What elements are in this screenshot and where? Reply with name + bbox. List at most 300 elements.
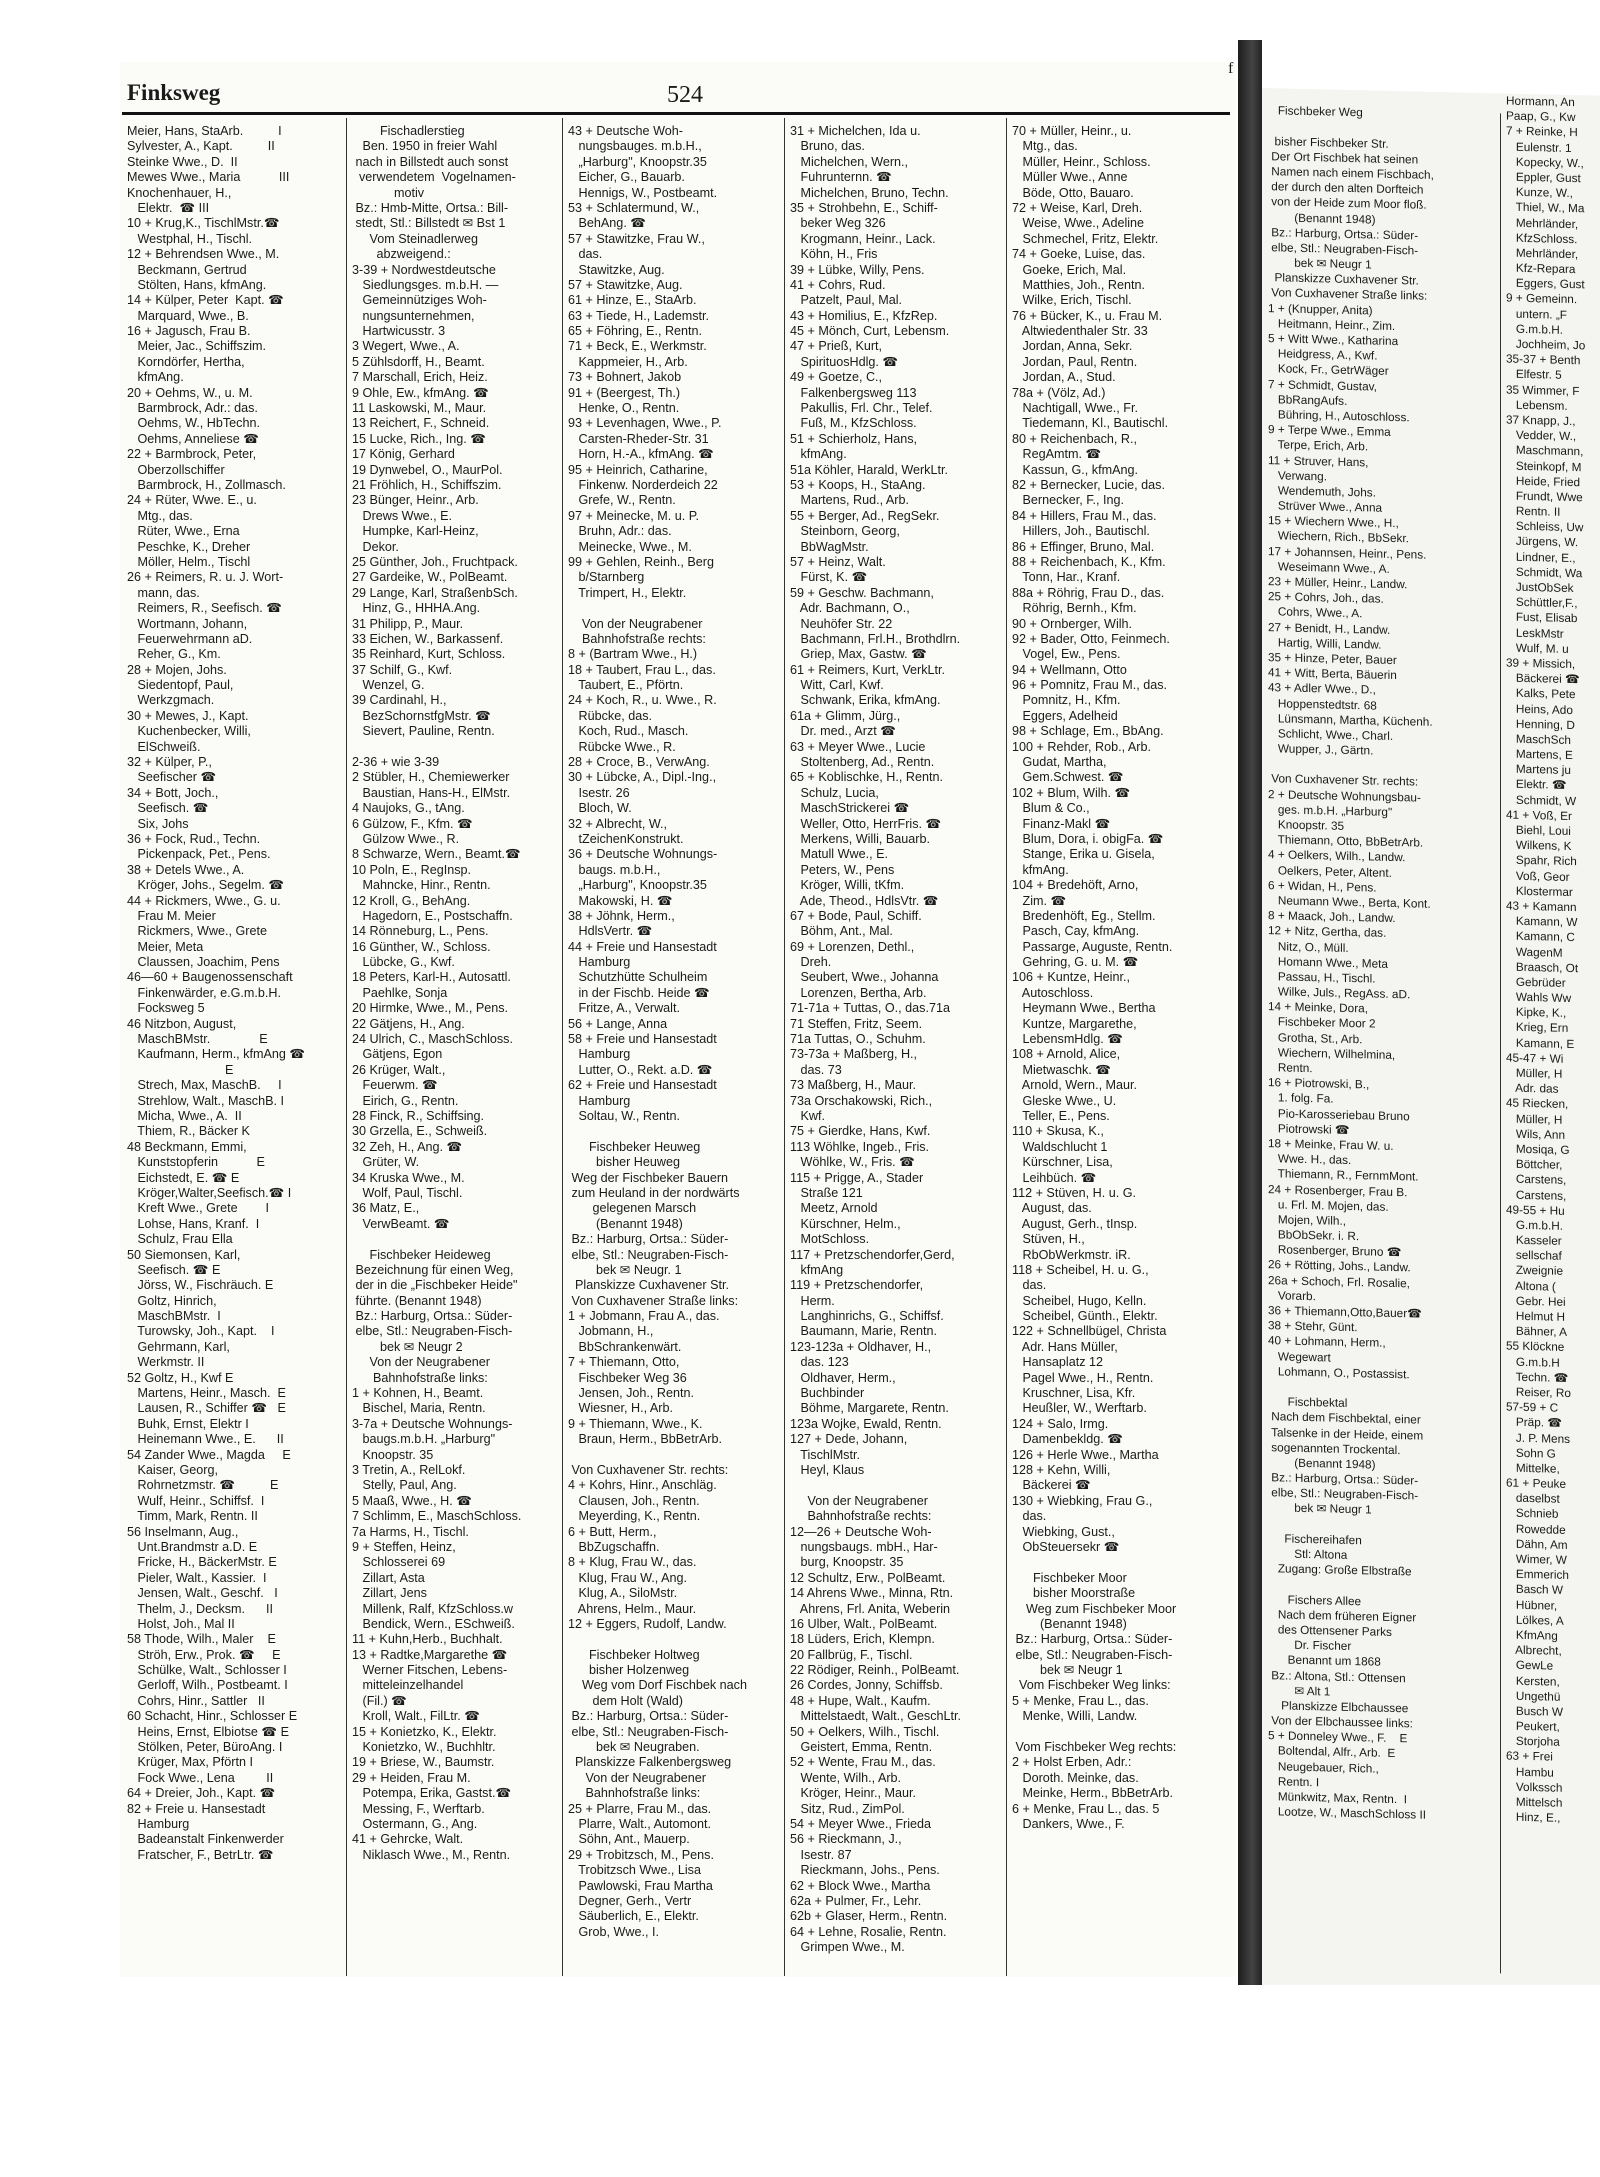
directory-line: Rohrnetzmstr. ☎ E [127,1478,279,1493]
directory-line: 122 + Schnellbügel, Christa [1012,1324,1167,1339]
directory-line: Hamburg [568,1093,631,1108]
directory-line: 73 + Bohnert, Jakob [568,370,682,385]
directory-line: Altwiedenthaler Str. 33 [1012,324,1148,339]
directory-line: Von der Neugrabener [352,1355,490,1370]
column-rule [1006,118,1007,1976]
right-page-line: 35 Wimmer, F [1506,382,1580,398]
right-page-line: Nach dem früheren Eigner [1268,1606,1417,1625]
right-page-line: Bz.: Harburg, Ortsa.: Süder- [1268,1470,1419,1488]
right-page-line: Mosiqa, G [1506,1141,1570,1157]
directory-line: kfmAng. [127,370,184,385]
directory-line: 29 Lange, Karl, StraßenbSch. [352,585,518,600]
right-page-line: 41 + Witt, Berta, Bäuerin [1268,665,1397,683]
directory-line: Dreh. [790,955,832,970]
right-page-line: 41 + Voß, Er [1506,807,1572,823]
directory-line: MaschStrickerei ☎ [790,801,910,816]
directory-line: 24 Ulrich, C., MaschSchloss. [352,1032,513,1047]
directory-line: 78a + (Völz, Ad.) [1012,385,1106,400]
directory-line: 73a Orschakowski, Rich., [790,1093,933,1108]
directory-line: Geistert, Emma, Rentn. [790,1740,933,1755]
directory-line: Drews Wwe., E. [352,508,453,523]
directory-line: 13 + Radtke,Margarethe ☎ [352,1647,508,1662]
directory-line: 16 + Jagusch, Frau B. [127,324,251,339]
directory-line: Bloch, W. [568,801,632,816]
directory-line: Steinborn, Georg, [790,524,900,539]
directory-line: 75 + Gierdke, Hans, Kwf. [790,1124,931,1139]
right-page-line: Fischbektal [1268,1394,1348,1411]
directory-line: 7 Schlimm, E., MaschSchloss. [352,1509,522,1524]
right-page-line: Storjoha [1506,1733,1560,1750]
directory-line: bek ✉ Neugr. 1 [568,1262,682,1277]
directory-line: 53 + Koops, H., StaAng. [790,477,926,492]
directory-line: Wulf, Heinr., Schiffsf. I [127,1493,265,1508]
book-gutter [1238,40,1262,1985]
directory-line: Seefisch. ☎ [127,801,209,816]
directory-line: 12 + Eggers, Rudolf, Landw. [568,1616,727,1631]
directory-line: Böde, Otto, Bauaro. [1012,185,1134,200]
directory-line: Henke, O., Rentn. [568,401,680,416]
directory-line: Bahnhofstraße rechts: [568,631,706,646]
directory-line: Fischbeker Weg 36 [568,1370,687,1385]
right-page-line: Lünsmann, Martha, Küchenh. [1268,710,1433,729]
directory-line: Werner Fitschen, Lebens- [352,1663,508,1678]
directory-line [568,1632,783,1647]
directory-line: 36 Matz, E., [352,1201,420,1216]
right-page-line: Carstens, [1506,1171,1567,1188]
right-page-line: Neugebauer, Rich., [1268,1758,1379,1776]
directory-line: Bischel, Maria, Rentn. [352,1401,486,1416]
directory-line: Kassun, G., kfmAng. [1012,462,1138,477]
directory-line: 14 + Külper, Peter Kapt. ☎ [127,293,284,308]
directory-line: Schutzhütte Schulheim [568,970,708,985]
directory-line: Goltz, Hinrich, [127,1293,217,1308]
directory-line: Oehms, W., HbTechn. [127,416,260,431]
right-page-line: Knoopstr. 35 [1268,817,1345,833]
directory-line: Fratscher, F., BetrLtr. ☎ [127,1847,274,1862]
directory-line: 16 Ulber, Walt., PolBeamt. [790,1616,938,1631]
right-page-line: Lölkes, A [1506,1612,1564,1628]
directory-line: Stölten, Hans, kfmAng. [127,277,267,292]
directory-line: Heyl, Klaus [790,1462,865,1477]
directory-line: Heins, Ernst, Elbiotse ☎ E [127,1724,289,1739]
directory-line: 55 + Berger, Ad., RegSekr. [790,508,940,523]
directory-line: Zillart, Jens [352,1586,427,1601]
directory-line: Siedlungsges. m.b.H. — [352,277,499,292]
directory-line: Oehms, Anneliese ☎ [127,431,259,446]
right-page-line: Techn. ☎ [1506,1369,1569,1385]
right-page-line: Steinkopf, M [1506,458,1582,474]
right-page-column-a [1268,88,1496,1825]
right-page-line: Planskizze Elbchaussee [1268,1698,1409,1716]
directory-line: Weise, Wwe., Adeline [1012,216,1145,231]
right-page-line: Heins, Ado [1506,701,1573,717]
right-page-line: 4 + Oelkers, Wilh., Landw. [1268,847,1406,865]
directory-line: Kuchenbecker, Willi, [127,724,251,739]
directory-line: BezSchornstfgMstr. ☎ [352,708,491,723]
directory-line: Niklasch Wwe., M., Rentn. [352,1847,511,1862]
right-page-line: KfmAng [1506,1627,1558,1643]
directory-line: 4 + Kohrs, Hinr., Anschläg. [568,1478,717,1493]
right-page-line: Bühring, H., Autoschloss. [1268,407,1410,425]
right-page-line: 18 + Meinke, Frau W. u. [1268,1136,1394,1153]
directory-line: 65 + Föhring, E., Rentn. [568,324,703,339]
directory-line: Kreft Wwe., Grete I [127,1201,270,1216]
directory-line: 52 Goltz, H., Kwf E [127,1370,234,1385]
right-page-line: Von Cuxhavener Str. rechts: [1268,771,1419,789]
directory-line: 91 + (Beergest, Th.) [568,385,681,400]
directory-line: Vom Fischbeker Weg links: [1012,1678,1171,1693]
directory-line: Martens, Heinr., Masch. E [127,1386,286,1401]
directory-line: Gem.Schwest. ☎ [1012,770,1124,785]
right-page-line: Wiechern, Wilhelmina, [1268,1044,1396,1062]
directory-line: Tiedemann, Kl., Bautischl. [1012,416,1169,431]
directory-line: Potempa, Erika, Gastst.☎ [352,1786,512,1801]
directory-line: 61 + Reimers, Kurt, VerkLtr. [790,662,946,677]
right-page-line: Kipke, K., [1506,1004,1567,1021]
directory-line: 22 Gätjens, H., Ang. [352,1016,465,1031]
directory-line: 6 + Menke, Frau L., das. 5 [1012,1801,1160,1816]
directory-line: Pawlowski, Frau Martha [568,1878,713,1893]
directory-line: Von Cuxhavener Str. rechts: [568,1462,729,1477]
directory-line: MotSchloss. [790,1232,870,1247]
right-page-line: Voß, Geor [1506,868,1570,884]
right-page-line: Dähn, Am [1506,1536,1568,1552]
right-page-line: Basch W [1506,1581,1564,1598]
right-page-line: G.m.b.H. [1506,1217,1564,1233]
directory-line: 39 + Lübke, Willy, Pens. [790,262,925,277]
directory-line: 38 + Detels Wwe., A. [127,862,245,877]
directory-line: zum Heuland in der nordwärts [568,1185,740,1200]
directory-line: 38 + Jöhnk, Herm., [568,908,675,923]
directory-line: 2-36 + wie 3-39 [352,755,440,770]
directory-line: das. [1012,1509,1047,1524]
right-page-line: Rentn. II [1506,503,1561,519]
directory-line: Focksweg 5 [127,1001,205,1016]
right-page-line: 11 + Struver, Hans, [1268,452,1369,469]
directory-line: Blum, Dora, i. obigFa. ☎ [1012,831,1164,846]
directory-line: Meyerding, K., Rentn. [568,1509,701,1524]
right-page-line: Bz.: Harburg, Ortsa.: Süder- [1268,224,1419,243]
directory-line: MaschBMstr. I [127,1309,221,1324]
directory-line: 28 + Croce, B., VerwAng. [568,755,710,770]
directory-line: 30 + Lübcke, A., Dipl.-Ing., [568,770,717,785]
right-page-line: Fischbeker Moor 2 [1268,1014,1376,1032]
directory-line: 2 Stübler, H., Chemiewerker [352,770,510,785]
directory-line: Scheibel, Hugo, Kelln. [1012,1293,1147,1308]
directory-line: Mtg., das. [127,508,193,523]
right-page-line: 15 + Wiechern Wwe., H., [1268,513,1399,531]
directory-line: Klug, Frau W., Ang. [568,1570,687,1585]
directory-line: 126 + Herle Wwe., Martha [1012,1447,1159,1462]
directory-line: Fischadlerstieg [352,124,465,138]
directory-line: Kröger,Walter,Seefisch.☎ I [127,1185,292,1200]
right-page-line: Lindner, E., [1506,549,1576,565]
directory-line: 108 + Arnold, Alice, [1012,1047,1121,1062]
directory-line: Jordan, Anna, Sekr. [1012,339,1133,354]
directory-line: 15 + Konietzko, K., Elektr. [352,1724,497,1739]
right-page-line: 17 + Johannsen, Heinr., Pens. [1268,543,1427,562]
directory-column-2 [352,124,562,1863]
directory-line: Baustian, Hans-H., ElMstr. [352,785,511,800]
directory-line: Finkenwärder, e.G.m.b.H. [127,985,281,1000]
right-page-line: 49-55 + Hu [1506,1202,1565,1218]
right-page-line: Wendemuth, Johs. [1268,483,1376,500]
right-page-line: 36 + Thiemann,Otto,Bauer☎ [1268,1303,1422,1321]
directory-line: E [127,1062,234,1077]
directory-line: Krogmann, Heinr., Lack. [790,231,936,246]
directory-line: 20 Hirmke, Wwe., M., Pens. [352,1001,509,1016]
right-page-line: Elektr. ☎ [1506,776,1567,793]
directory-line: Tonn, Har., Kranf. [1012,570,1121,585]
right-page-line: Nach dem Fischbektal, einer [1268,1409,1421,1427]
directory-line: HdlsVertr. ☎ [568,924,653,939]
directory-line: 30 + Mewes, J., Kapt. [127,708,249,723]
directory-line: Dr. med., Arzt ☎ [790,724,896,739]
directory-line: 69 + Lorenzen, Dethl., [790,939,915,954]
directory-line: Kwf. [790,1109,825,1123]
directory-line: 51 + Schierholz, Hans, [790,431,918,446]
directory-line: 33 Eichen, W., Barkassenf. [352,631,504,646]
directory-line: Fischbeker Holtweg [568,1647,700,1662]
directory-line: 56 + Lange, Anna [568,1016,668,1031]
right-page-line: Hambu [1506,1764,1554,1780]
directory-line: 29 + Heiden, Frau M. [352,1770,471,1785]
directory-line: Weg zum Fischbeker Moor [1012,1601,1177,1616]
right-page-line: Bähner, A [1506,1323,1567,1340]
right-page-line: GewLe [1506,1657,1554,1673]
directory-line: Wilke, Erich, Tischl. [1012,293,1132,308]
directory-line [568,601,783,616]
directory-line: 62 + Block Wwe., Martha [790,1878,931,1893]
directory-line: Wiebking, Gust., [1012,1524,1115,1539]
directory-line: Jörss, W., Fischräuch. E [127,1278,274,1293]
right-page-line: Hoppenstedtstr. 68 [1268,695,1377,713]
right-page-line: Rowedde [1506,1521,1566,1537]
directory-line: elbe, Stl.: Neugraben-Fisch- [568,1724,729,1739]
directory-line: 112 + Stüven, H. u. G. [1012,1185,1137,1200]
directory-line: Patzelt, Paul, Mal. [790,293,902,308]
directory-line: Sitz, Rud., ZimPol. [790,1801,905,1816]
right-page-line: bek ✉ Neugr 1 [1268,1500,1372,1517]
right-page-line: bek ✉ Neugr 1 [1268,255,1372,272]
directory-line: August, das. [1012,1201,1092,1216]
directory-line: Pasch, Cay, kfmAng. [1012,924,1140,939]
right-page-line: Albrecht, [1506,1642,1562,1658]
directory-line: 62a + Pulmer, Fr., Lehr. [790,1893,922,1908]
directory-line: Thiem, R., Bäcker K [127,1124,250,1139]
right-page-line: 57-59 + C [1506,1399,1559,1415]
directory-line: dem Holt (Wald) [568,1693,683,1708]
directory-line: 80 + Reichenbach, R., [1012,431,1137,446]
right-page-line: Wilke, Juls., RegAss. aD. [1268,984,1411,1002]
directory-column-5 [1012,124,1232,1832]
directory-line: LebensmHdlg. ☎ [1012,1032,1123,1047]
directory-line: Eichstedt, E. ☎ E [127,1170,240,1185]
directory-line: 24 + Koch, R., u. Wwe., R. [568,693,717,708]
right-page-line: Hormann, An [1506,93,1575,110]
directory-line: BbWagMstr. [790,539,869,554]
directory-line: Blum & Co., [1012,801,1090,816]
directory-line: Bz.: Harburg, Ortsa.: Süder- [568,1232,729,1247]
right-page-line: Biehl, Loui [1506,822,1571,839]
directory-line: Elektr. ☎ III [127,200,210,215]
directory-line: Werkmstr. II [127,1355,205,1370]
right-page-line: 9 + Gemeinn. [1506,290,1578,307]
directory-line: 8 + Klug, Frau W., das. [568,1555,697,1570]
right-page-line: 5 + Witt Wwe., Katharina [1268,331,1399,349]
directory-line: Vogel, Ew., Pens. [1012,647,1121,662]
directory-line: Lübcke, G., Kwf. [352,955,455,970]
directory-line: 32 + Külper, P., [127,755,212,770]
directory-line: 18 + Taubert, Frau L., das. [568,662,716,677]
directory-line: 5 Zühlsdorff, H., Beamt. [352,354,485,369]
directory-line: 9 Ohle, Ew., kfmAng. ☎ [352,385,489,400]
directory-line: 93 + Levenhagen, Wwe., P. [568,416,722,431]
right-page-line: 2 + Deutsche Wohnungsbau- [1268,786,1421,805]
directory-line: Soltau, W., Rentn. [568,1109,680,1123]
directory-line: Gätjens, Egon [352,1047,443,1062]
right-page-line: Spahr, Rich [1506,852,1577,869]
directory-line: Griep, Max, Gastw. ☎ [790,647,927,662]
directory-line: Böhm, Ant., Mal. [790,924,893,939]
directory-line: Kunststopferin E [127,1155,265,1170]
right-page-line: sellschaf [1506,1247,1562,1264]
directory-line: 96 + Pomnitz, Frau M., das. [1012,678,1168,693]
directory-line: 1 + Kohnen, H., Beamt. [352,1386,484,1401]
directory-line: 70 + Müller, Heinr., u. [1012,124,1132,138]
right-page-line: G.m.b.H. [1506,321,1564,337]
right-page-line: Wiechern, Rich., BbSekr. [1268,528,1409,546]
right-page-line: 1. folg. Fa. [1268,1090,1334,1106]
directory-line: Rieckmann, Johs., Pens. [790,1863,940,1878]
directory-line: Weg vom Dorf Fischbek nach [568,1678,747,1693]
directory-line: 92 + Bader, Otto, Feinmech. [1012,631,1170,646]
right-page-line: Eggers, Gust [1506,275,1585,292]
right-page-line: Kasseler [1506,1232,1562,1248]
directory-line: 14 Ahrens Wwe., Minna, Rtn. [790,1586,954,1601]
directory-line: 10 + Krug,K., TischlMstr.☎ [127,216,280,231]
directory-line: 73-73a + Maßberg, H., [790,1047,918,1062]
directory-line: 117 + Pretzschendorfer,Gerd, [790,1247,955,1262]
directory-line: Stoltenberg, Ad., Rentn. [790,755,935,770]
directory-line: Müller, Heinr., Schloss. [1012,154,1151,169]
directory-line: Hamburg [127,1816,190,1831]
directory-line: baugs.m.b.H. „Harburg" [352,1432,496,1447]
directory-line: 5 + Menke, Frau L., das. [1012,1693,1149,1708]
directory-line: Stölken, Peter, BüroAng. I [127,1740,283,1755]
directory-line: 46—60 + Baugenossenschaft [127,970,293,985]
right-page-line: Hartig, Willi, Landw. [1268,634,1382,652]
directory-line: 12—26 + Deutsche Woh- [790,1524,932,1539]
directory-line: Schulz, Frau Ella [127,1232,233,1247]
directory-line: Jensen, Joh., Rentn. [568,1386,695,1401]
directory-line: 99 + Gehlen, Reinh., Berg [568,554,714,569]
directory-line: Rüter, Wwe., Erna [127,524,240,539]
directory-line: Pomnitz, H., Kfm. [1012,693,1121,708]
directory-line: (Benannt 1948) [1012,1616,1127,1631]
directory-line: Konietzko, W., Buchhltr. [352,1740,496,1755]
column-rule [346,118,347,1976]
directory-line: Steinke Wwe., D. II [127,154,238,169]
directory-line: Frau M. Meier [127,908,216,923]
directory-line: Kappmeier, H., Arb. [568,354,688,369]
directory-line: Mewes Wwe., Maria III [127,170,290,185]
right-page-line: 26 + Rötting, Johs., Landw. [1268,1257,1411,1275]
directory-line: 27 Gardeike, W., PolBeamt. [352,570,508,585]
right-page-line: 12 + Nitz, Gertha, das. [1268,923,1387,941]
directory-line: Hansaplatz 12 [1012,1355,1104,1370]
directory-line: 95 + Heinrich, Catharine, [568,462,708,477]
directory-line: Vom Fischbeker Weg rechts: [1012,1740,1177,1755]
directory-column-3 [568,124,783,1940]
directory-line: 115 + Prigge, A., Stader [790,1170,924,1185]
directory-line: 94 + Wellmann, Otto [1012,662,1127,677]
directory-line: Menke, Willi, Landw. [1012,1709,1138,1724]
right-page-line: 24 + Rosenberger, Frau B. [1268,1181,1408,1199]
directory-line: nungsbaugs. mbH., Har- [790,1539,938,1554]
scan-border [0,1985,1600,2177]
directory-line: Müller Wwe., Anne [1012,170,1128,185]
right-page-line: Mojen, Wilh., [1268,1212,1347,1228]
directory-line: 10 Poln, E., RegInsp. [352,862,472,877]
right-page-line: Fischers Allee [1268,1591,1362,1608]
directory-line [568,1124,783,1139]
right-page-line: Böttcher, [1506,1156,1563,1172]
directory-line: 43 + Homilius, E., KfzRep. [790,308,938,323]
directory-line: 56 + Rieckmann, J., [790,1832,902,1847]
right-page-line: Fischereihafen [1268,1530,1362,1548]
directory-line: Ahrens, Frl. Anita, Weberin [790,1601,951,1616]
directory-line: Bachmann, Frl.H., Brothdlrn. [790,631,961,646]
directory-line: 4 Naujoks, G., tAng. [352,801,465,816]
directory-line: 60 Schacht, Hinr., Schlosser E [127,1709,298,1724]
directory-line: 6 + Butt, Herm., [568,1524,657,1539]
right-page-line: elbe, Stl.: Neugraben-Fisch- [1268,240,1419,258]
right-page-line: Kalks, Pete [1506,685,1576,702]
directory-line: 50 + Oelkers, Wilh., Tischl. [790,1724,940,1739]
right-page-line: Piotrowski ☎ [1268,1120,1350,1137]
directory-line: Wiesner, H., Arb. [568,1401,673,1416]
directory-line: Grimpen Wwe., M. [790,1940,905,1955]
directory-line: führte. (Benannt 1948) [352,1293,482,1308]
directory-line: Gleske Wwe., U. [1012,1093,1117,1108]
directory-line: Von Cuxhavener Straße links: [568,1293,739,1308]
directory-line: Finanz-Makl ☎ [1012,816,1111,831]
directory-line: 31 Philipp, P., Maur. [352,616,464,631]
directory-line: 9 + Steffen, Heinz, [352,1539,456,1554]
directory-line: Carsten-Rheder-Str. 31 [568,431,709,446]
right-page-line: Schmidt, Wa [1506,564,1583,581]
directory-line: Schwank, Erika, kfmAng. [790,693,941,708]
directory-line: Holst, Joh., Mal II [127,1616,235,1631]
right-page-line: 14 + Meinke, Dora, [1268,999,1368,1016]
directory-line: 41 + Cohrs, Rud. [790,277,886,292]
directory-line: Passarge, Auguste, Rentn. [1012,939,1173,954]
directory-line: Seefischer ☎ [127,770,217,785]
right-page-line: Hübner, [1506,1597,1558,1613]
directory-line: Gerloff, Wilh., Postbeamt. I [127,1678,288,1693]
right-page-line: Volkssch [1506,1779,1563,1795]
directory-line: 52 + Wente, Frau M., das. [790,1755,936,1770]
right-page-line: Vorarb. [1268,1287,1316,1304]
directory-line: 36 + Deutsche Wohnungs- [568,847,718,862]
directory-line: kfmAng. [1012,862,1069,877]
directory-line: Lohse, Hans, Kranf. I [127,1216,260,1231]
directory-line: Ostermann, G., Ang. [352,1816,478,1831]
directory-line: Feuerwm. ☎ [352,1078,438,1093]
directory-line: Krüger, Max, Pförtn I [127,1755,253,1770]
directory-line: 62 + Freie und Hansestadt [568,1078,717,1093]
